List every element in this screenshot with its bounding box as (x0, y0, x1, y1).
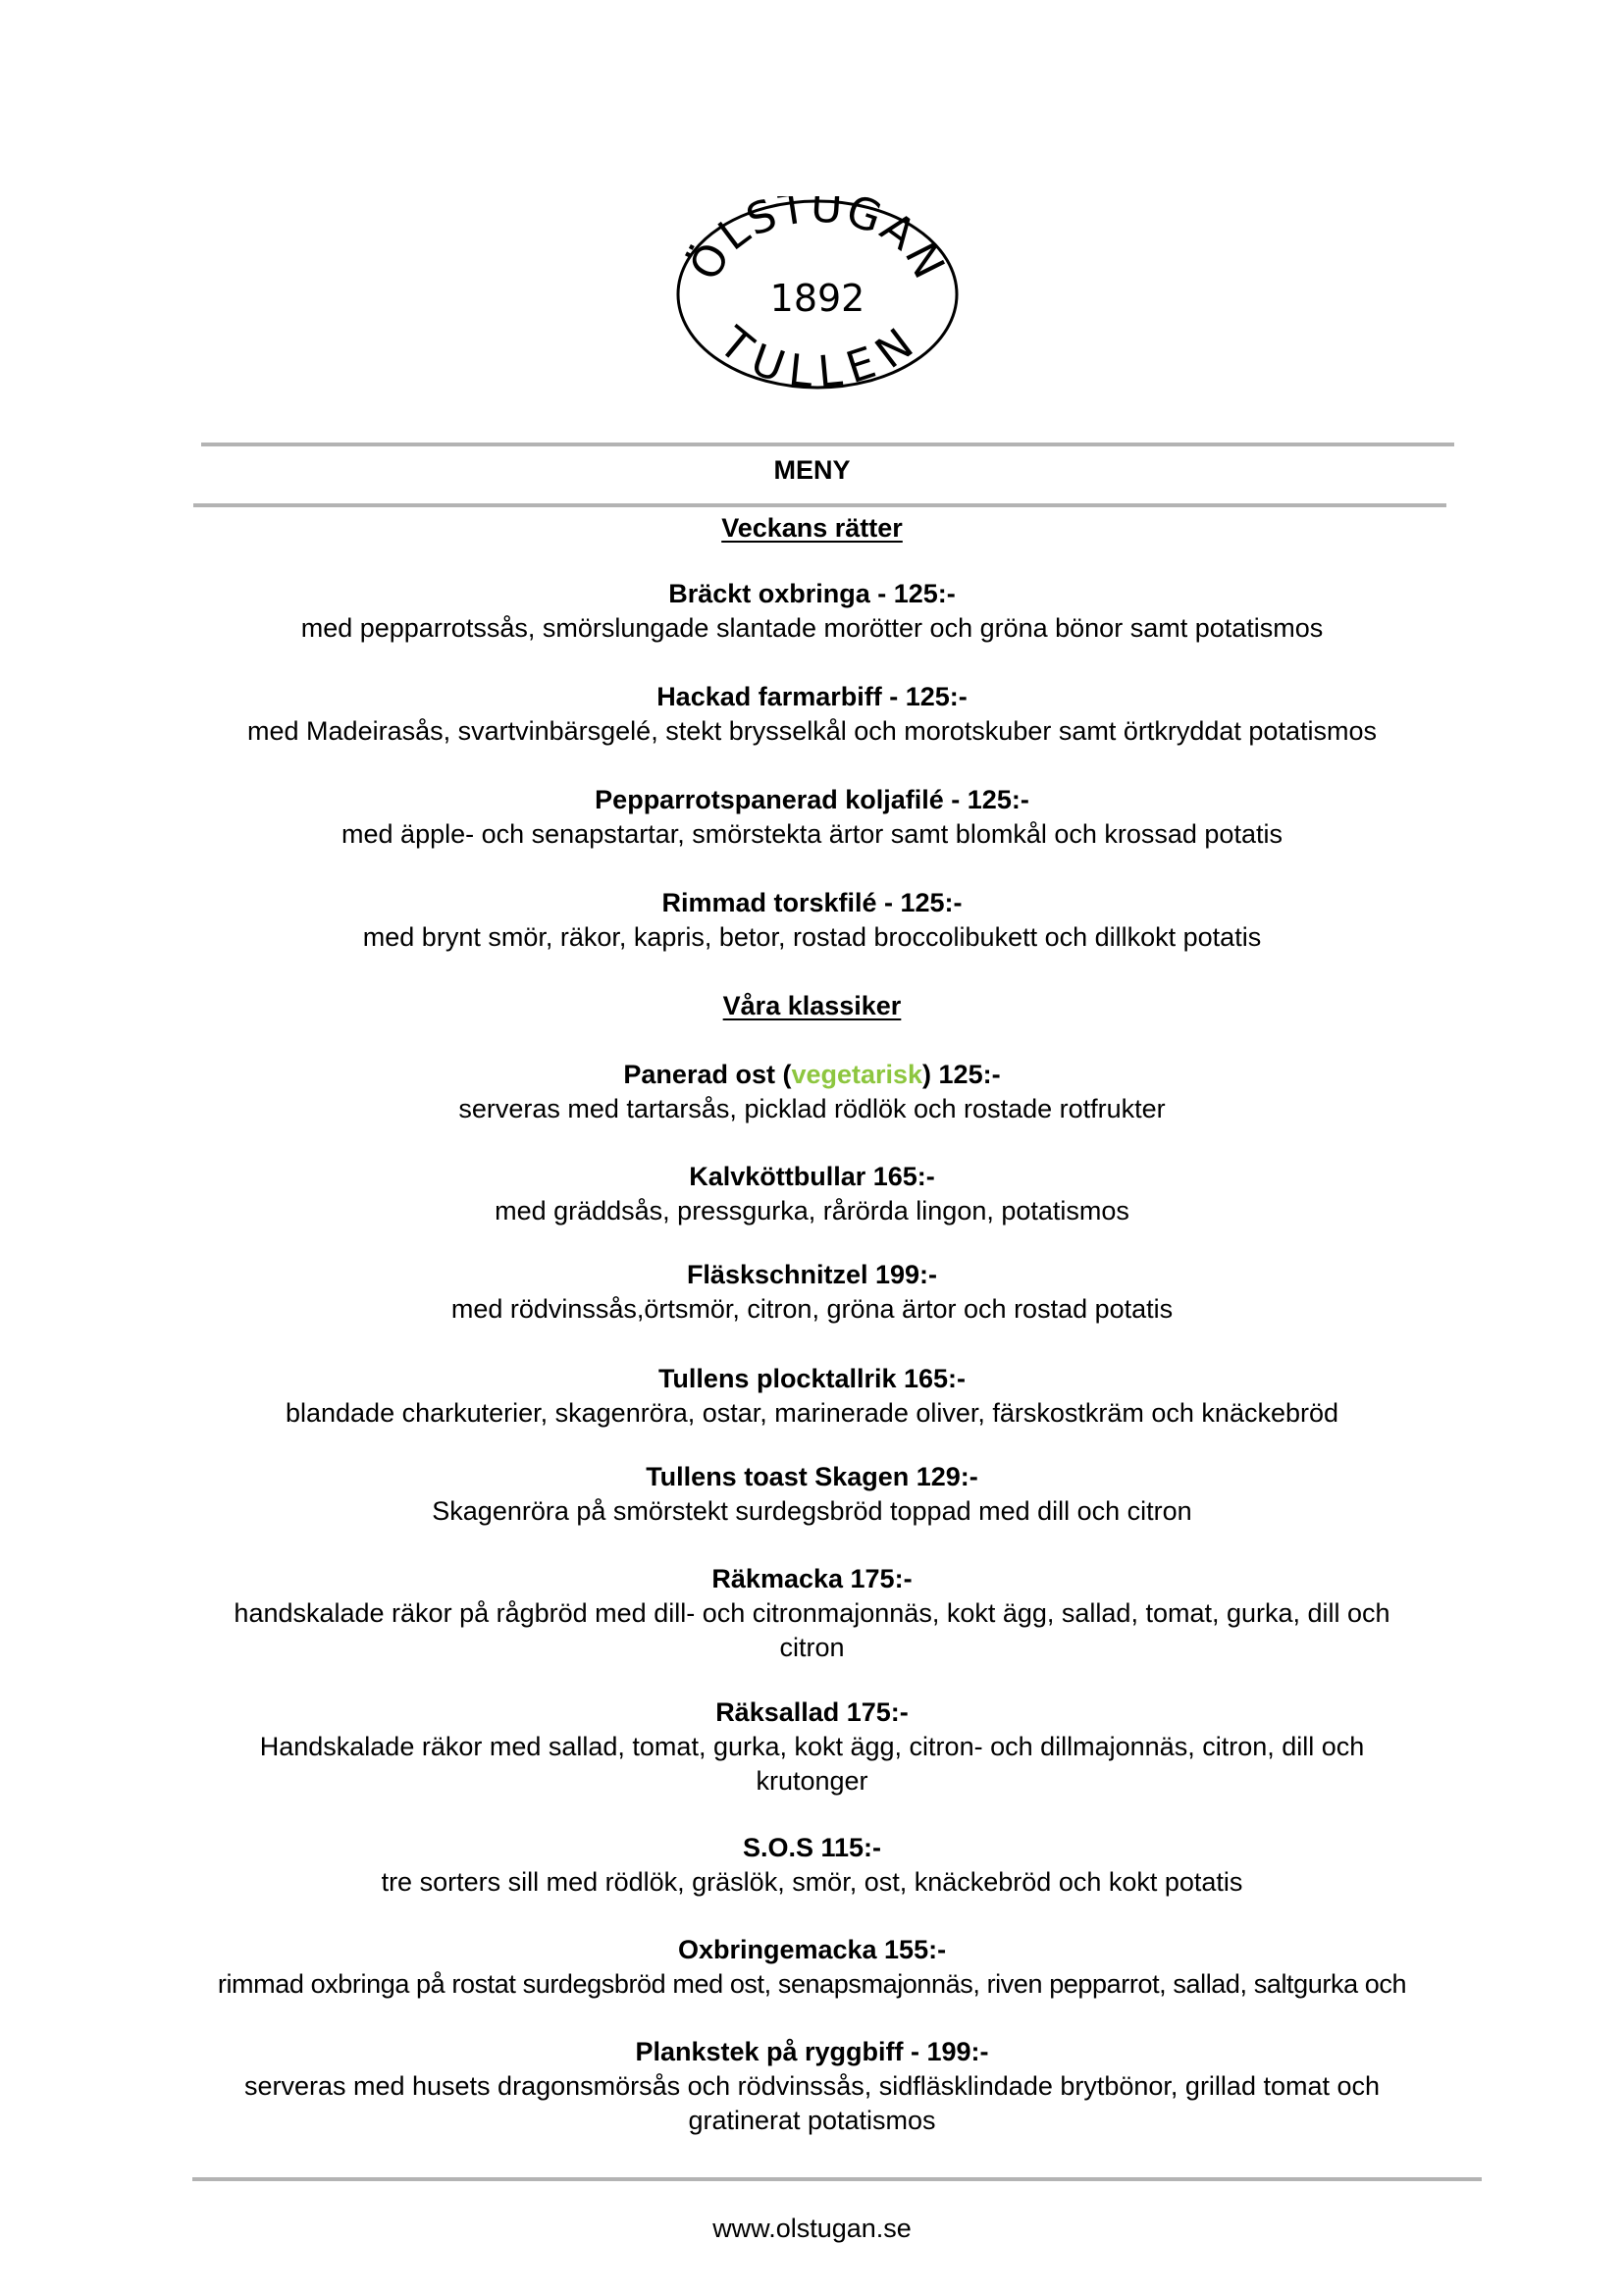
dish-classic-5 (226, 1460, 1398, 1529)
dish-classic-10 (226, 2035, 1398, 2138)
dish-name: Fläskschnitzel 199:- (686, 1260, 938, 1289)
dish-classic-1 (226, 1058, 1398, 1126)
logo-bottom-text: TULLEN (709, 317, 924, 392)
dish-description: rimmad oxbringa på rostat surdegsbröd med ost, senapsmajonnäs, riven pepparrot, sallad, saltgurka och (217, 1969, 1407, 1999)
dish-name: Tullens toast Skagen 129:- (646, 1462, 978, 1491)
dish-description: med pepparrotssås, smörslungade slantade morötter och gröna bönor samt potatismos (300, 613, 1324, 643)
dish-description: blandade charkuterier, skagenröra, ostar, marinerade oliver, färskostkräm och knäckebröd (285, 1398, 1339, 1428)
dish-weekly-2 (147, 680, 1477, 749)
dish-name-suffix: ) 125:- (922, 1060, 1001, 1089)
dish-classic-6 (226, 1562, 1398, 1665)
dish-weekly-4 (226, 886, 1398, 955)
dish-description: serveras med tartarsås, picklad rödlök och rostade rotfrukter (458, 1094, 1166, 1123)
section-heading-weekly: Veckans rätter (721, 513, 903, 543)
dish-name: Hackad farmarbiff - 125:- (656, 682, 968, 711)
dish-description: serveras med husets dragonsmörsås och rödvinssås, sidfläsklindade brytbönor, grillad tomat och gratinerat potatismos (243, 2071, 1381, 2135)
dish-description: tre sorters sill med rödlök, gräslök, smör, ost, knäckebröd och kokt potatis (381, 1867, 1243, 1897)
logo-year: 1892 (769, 277, 865, 320)
top-divider (201, 443, 1454, 446)
dish-name: S.O.S 115:- (742, 1833, 882, 1862)
title-divider (193, 503, 1446, 507)
dish-description: med Madeirasås, svartvinbärsgelé, stekt brysselkål och morotskuber samt örtkryddat potatismos (247, 716, 1377, 746)
svg-text:TULLEN (709, 317, 924, 392)
dish-classic-4 (147, 1362, 1477, 1431)
dish-description: med rödvinssås,örtsmör, citron, gröna ärtor och rostad potatis (450, 1294, 1174, 1324)
dish-classic-2 (226, 1160, 1398, 1228)
dish-weekly-1 (226, 577, 1398, 646)
dish-description: med gräddsås, pressgurka, rårörda lingon, potatismos (495, 1196, 1129, 1226)
logo-seal-icon (670, 196, 965, 392)
dish-name: Pepparrotspanerad koljafilé - 125:- (595, 785, 1029, 814)
dish-description: Skagenröra på smörstekt surdegsbröd toppad med dill och citron (432, 1496, 1192, 1526)
dish-description: handskalade räkor på rågbröd med dill- och citronmajonnäs, kokt ägg, sallad, tomat, gurka, dill och citron (234, 1598, 1390, 1662)
dish-name: Räksallad 175:- (715, 1697, 909, 1727)
dish-classic-9 (98, 1933, 1526, 2002)
logo-top-text: ÖLSTUGAN (680, 196, 955, 288)
dish-classic-7 (226, 1695, 1398, 1799)
dish-classic-8 (226, 1831, 1398, 1900)
dish-name-prefix: Panerad ost ( (623, 1060, 792, 1089)
section-heading-classics: Våra klassiker (722, 991, 902, 1020)
dish-description: med äpple- och senapstartar, smörstekta ärtor samt blomkål och krossad potatis (341, 819, 1283, 849)
bottom-divider (192, 2177, 1482, 2181)
dish-name: Tullens plocktallrik 165:- (657, 1364, 967, 1393)
footer-website: www.olstugan.se (712, 2214, 912, 2243)
dish-name: Oxbringemacka 155:- (677, 1935, 947, 1964)
svg-text:ÖLSTUGAN (679, 196, 955, 288)
vegetarian-tag: vegetarisk (791, 1060, 923, 1089)
dish-description: Handskalade räkor med sallad, tomat, gurka, kokt ägg, citron- och dillmajonnäs, citron, dill och krutonger (259, 1732, 1365, 1796)
dish-classic-3 (226, 1258, 1398, 1327)
dish-name (226, 1058, 1398, 1092)
menu-title: MENY (773, 455, 851, 485)
dish-name: Plankstek på ryggbiff - 199:- (635, 2037, 989, 2066)
restaurant-logo (670, 196, 965, 392)
dish-description: med brynt smör, räkor, kapris, betor, rostad broccolibukett och dillkokt potatis (362, 922, 1262, 952)
dish-weekly-3 (226, 783, 1398, 852)
dish-name: Bräckt oxbringa - 125:- (668, 579, 956, 608)
dish-name: Rimmad torskfilé - 125:- (661, 888, 963, 917)
dish-name: Räkmacka 175:- (711, 1564, 913, 1593)
dish-name: Kalvköttbullar 165:- (689, 1162, 935, 1191)
